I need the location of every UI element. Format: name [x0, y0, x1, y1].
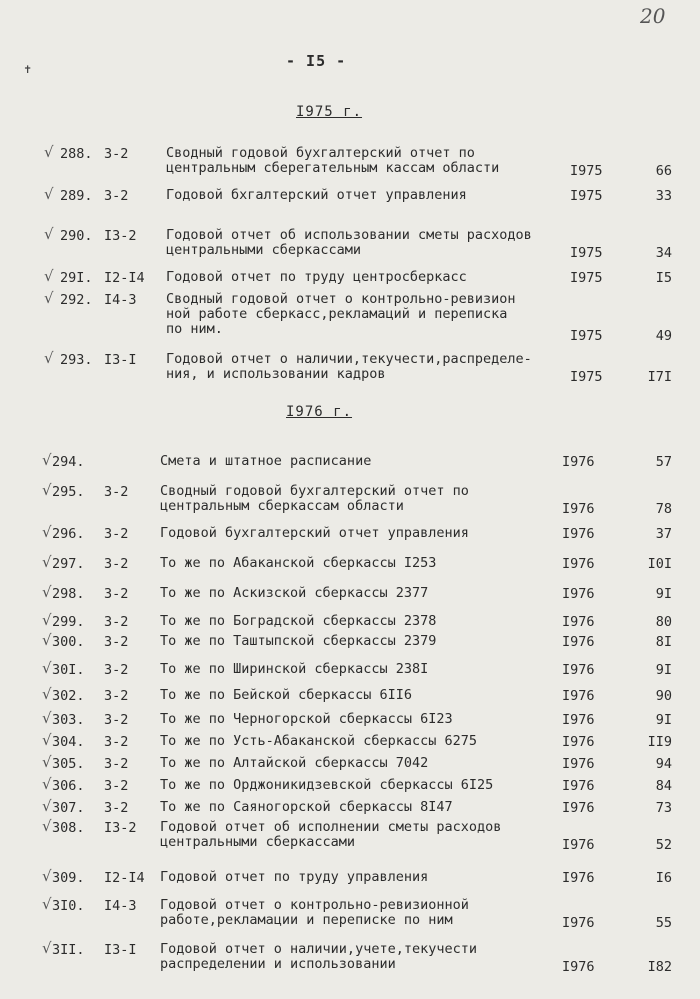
- description-line: Годовой бхгалтерский отчет управления: [166, 187, 467, 203]
- item-code: I3-I: [104, 352, 137, 368]
- item-description: [166, 146, 499, 176]
- item-code: I3-I: [104, 942, 137, 958]
- item-description: [160, 734, 477, 749]
- description-line: ной работе сберкасс,рекламаций и переписка: [166, 306, 508, 322]
- item-description: [160, 898, 469, 928]
- item-description: [160, 634, 436, 649]
- checkmark-icon: √: [44, 289, 54, 307]
- checkmark-icon: √: [42, 451, 52, 469]
- description-line: Годовой отчет о контрольно-ревизионной: [160, 897, 469, 913]
- checkmark-icon: √: [42, 583, 52, 601]
- item-description: [166, 188, 467, 203]
- item-number: 302.: [52, 688, 85, 704]
- item-description: [160, 800, 453, 815]
- item-description: [166, 270, 467, 285]
- section-heading-1975: I975 г.: [296, 104, 363, 120]
- checkmark-icon: √: [42, 797, 52, 815]
- description-line: То же по Саяногорской сберкассы 8I47: [160, 799, 453, 815]
- description-line: Годовой отчет о наличии,учете,текучести: [160, 941, 477, 957]
- item-year: I975: [570, 270, 603, 286]
- item-number: 295.: [52, 484, 85, 500]
- item-sheet-count: 49: [655, 328, 672, 344]
- description-line: центральными сберкассами: [160, 834, 356, 850]
- item-number: 294.: [52, 454, 85, 470]
- item-description: [160, 870, 428, 885]
- checkmark-icon: √: [44, 143, 54, 161]
- item-sheet-count: 8I: [655, 634, 672, 650]
- item-number: 293.: [60, 352, 93, 368]
- item-number: 288.: [60, 146, 93, 162]
- item-description: [160, 942, 477, 972]
- description-line: работе,рекламации и переписке по ним: [160, 912, 453, 928]
- description-line: Сводный годовой отчет о контрольно-ревизион: [166, 291, 516, 307]
- item-code: I4-3: [104, 898, 137, 914]
- item-sheet-count: 84: [655, 778, 672, 794]
- description-line: Годовой отчет по труду центросберкасс: [166, 269, 467, 285]
- item-sheet-count: 57: [655, 454, 672, 470]
- handwritten-page-number: 20: [640, 4, 666, 28]
- item-code: I4-3: [104, 292, 137, 308]
- checkmark-icon: √: [44, 267, 54, 285]
- item-sheet-count: 80: [655, 614, 672, 630]
- item-year: I976: [562, 778, 595, 794]
- item-sheet-count: I0I: [647, 556, 672, 572]
- item-year: I976: [562, 712, 595, 728]
- item-code: 3-2: [104, 688, 129, 704]
- item-code: 3-2: [104, 800, 129, 816]
- checkmark-icon: √: [42, 731, 52, 749]
- item-description: [160, 662, 428, 677]
- item-year: I975: [570, 245, 603, 261]
- item-sheet-count: 9I: [655, 586, 672, 602]
- item-sheet-count: 37: [655, 526, 672, 542]
- description-line: Годовой отчет об использовании сметы расходов: [166, 227, 532, 243]
- checkmark-icon: √: [42, 867, 52, 885]
- item-number: 309.: [52, 870, 85, 886]
- checkmark-icon: √: [42, 709, 52, 727]
- item-year: I975: [570, 328, 603, 344]
- checkmark-icon: √: [42, 753, 52, 771]
- item-code: 3-2: [104, 526, 129, 542]
- item-number: 292.: [60, 292, 93, 308]
- item-number: 29I.: [60, 270, 93, 286]
- item-code: 3-2: [104, 778, 129, 794]
- item-description: [166, 352, 532, 382]
- item-sheet-count: 55: [655, 915, 672, 931]
- description-line: То же по Орджоникидзевской сберкассы 6I25: [160, 777, 494, 793]
- item-code: 3-2: [104, 756, 129, 772]
- item-year: I976: [562, 556, 595, 572]
- item-description: [160, 556, 436, 571]
- item-number: 30I.: [52, 662, 85, 678]
- checkmark-icon: √: [42, 553, 52, 571]
- description-line: распределении и использовании: [160, 956, 396, 972]
- item-year: I976: [562, 837, 595, 853]
- checkmark-icon: √: [42, 775, 52, 793]
- item-year: I976: [562, 756, 595, 772]
- item-year: I975: [570, 369, 603, 385]
- item-description: [160, 688, 412, 703]
- item-code: I3-2: [104, 228, 137, 244]
- checkmark-icon: √: [44, 185, 54, 203]
- item-sheet-count: I5: [655, 270, 672, 286]
- checkmark-icon: √: [42, 611, 52, 629]
- item-year: I976: [562, 959, 595, 975]
- item-number: 290.: [60, 228, 93, 244]
- item-year: I976: [562, 454, 595, 470]
- item-sheet-count: I82: [647, 959, 672, 975]
- description-line: То же по Черногорской сберкассы 6I23: [160, 711, 453, 727]
- item-year: I976: [562, 501, 595, 517]
- item-number: 296.: [52, 526, 85, 542]
- item-number: 3II.: [52, 942, 85, 958]
- item-number: 308.: [52, 820, 85, 836]
- item-number: 3I0.: [52, 898, 85, 914]
- item-sheet-count: 94: [655, 756, 672, 772]
- item-year: I976: [562, 688, 595, 704]
- item-sheet-count: 9I: [655, 662, 672, 678]
- description-line: То же по Абаканской сберкассы I253: [160, 555, 437, 571]
- item-number: 307.: [52, 800, 85, 816]
- checkmark-icon: √: [42, 685, 52, 703]
- description-line: по ним.: [166, 321, 223, 337]
- description-line: центральным сберегательным кассам области: [166, 160, 500, 176]
- description-line: Сводный годовой бухгалтерский отчет по: [160, 483, 469, 499]
- item-description: [160, 526, 469, 541]
- item-number: 305.: [52, 756, 85, 772]
- description-line: Годовой отчет по труду управления: [160, 869, 429, 885]
- item-description: [160, 778, 493, 793]
- item-number: 298.: [52, 586, 85, 602]
- item-number: 306.: [52, 778, 85, 794]
- item-code: I3-2: [104, 820, 137, 836]
- item-description: [160, 484, 469, 514]
- item-year: I976: [562, 634, 595, 650]
- description-line: То же по Бейской сберкассы 6II6: [160, 687, 412, 703]
- description-line: То же по Таштыпской сберкассы 2379: [160, 633, 437, 649]
- item-sheet-count: I7I: [647, 369, 672, 385]
- item-description: [166, 292, 516, 337]
- item-number: 299.: [52, 614, 85, 630]
- item-code: I2-I4: [104, 870, 145, 886]
- item-code: 3-2: [104, 734, 129, 750]
- checkmark-icon: √: [42, 523, 52, 541]
- description-line: Годовой отчет о наличии,текучести,распределе-: [166, 351, 532, 367]
- item-year: I975: [570, 188, 603, 204]
- item-year: I976: [562, 870, 595, 886]
- item-code: 3-2: [104, 188, 129, 204]
- checkmark-icon: √: [42, 659, 52, 677]
- checkmark-icon: √: [42, 817, 52, 835]
- item-code: 3-2: [104, 484, 129, 500]
- description-line: Годовой отчет об исполнении сметы расходов: [160, 819, 502, 835]
- item-code: 3-2: [104, 556, 129, 572]
- item-code: 3-2: [104, 586, 129, 602]
- description-line: Смета и штатное расписание: [160, 453, 372, 469]
- checkmark-icon: √: [42, 939, 52, 957]
- item-sheet-count: 73: [655, 800, 672, 816]
- item-sheet-count: II9: [647, 734, 672, 750]
- item-description: [160, 820, 501, 850]
- description-line: Сводный годовой бухгалтерский отчет по: [166, 145, 475, 161]
- item-year: I976: [562, 586, 595, 602]
- description-line: Годовой бухгалтерский отчет управления: [160, 525, 469, 541]
- description-line: То же по Усть-Абаканской сберкассы 6275: [160, 733, 477, 749]
- item-code: 3-2: [104, 634, 129, 650]
- item-description: [160, 712, 453, 727]
- checkmark-icon: √: [44, 225, 54, 243]
- checkmark-icon: √: [44, 349, 54, 367]
- item-year: I976: [562, 526, 595, 542]
- item-number: 289.: [60, 188, 93, 204]
- item-sheet-count: 33: [655, 188, 672, 204]
- item-sheet-count: I6: [655, 870, 672, 886]
- item-description: [160, 756, 428, 771]
- item-code: 3-2: [104, 662, 129, 678]
- description-line: То же по Боградской сберкассы 2378: [160, 613, 437, 629]
- item-sheet-count: 66: [655, 163, 672, 179]
- item-code: 3-2: [104, 614, 129, 630]
- item-year: I976: [562, 614, 595, 630]
- item-description: [160, 454, 371, 469]
- item-sheet-count: 90: [655, 688, 672, 704]
- description-line: То же по Алтайской сберкассы 7042: [160, 755, 429, 771]
- item-year: I976: [562, 734, 595, 750]
- item-description: [160, 586, 428, 601]
- item-number: 300.: [52, 634, 85, 650]
- item-code: 3-2: [104, 146, 129, 162]
- section-heading-1976: I976 г.: [286, 404, 353, 420]
- description-line: ния, и использовании кадров: [166, 366, 386, 382]
- item-code: 3-2: [104, 712, 129, 728]
- margin-mark-icon: ✝: [24, 62, 32, 76]
- item-number: 304.: [52, 734, 85, 750]
- item-sheet-count: 9I: [655, 712, 672, 728]
- item-sheet-count: 78: [655, 501, 672, 517]
- item-sheet-count: 34: [655, 245, 672, 261]
- item-number: 303.: [52, 712, 85, 728]
- item-sheet-count: 52: [655, 837, 672, 853]
- item-year: I976: [562, 800, 595, 816]
- item-description: [166, 228, 532, 258]
- description-line: То же по Ширинской сберкассы 238I: [160, 661, 429, 677]
- item-code: I2-I4: [104, 270, 145, 286]
- item-year: I976: [562, 662, 595, 678]
- item-year: I976: [562, 915, 595, 931]
- checkmark-icon: √: [42, 631, 52, 649]
- item-description: [160, 614, 436, 629]
- item-number: 297.: [52, 556, 85, 572]
- checkmark-icon: √: [42, 895, 52, 913]
- page-number: - I5 -: [286, 52, 347, 70]
- item-year: I975: [570, 163, 603, 179]
- description-line: центральным сберкассам области: [160, 498, 404, 514]
- checkmark-icon: √: [42, 481, 52, 499]
- description-line: То же по Аскизской сберкассы 2377: [160, 585, 429, 601]
- description-line: центральными сберкассами: [166, 242, 362, 258]
